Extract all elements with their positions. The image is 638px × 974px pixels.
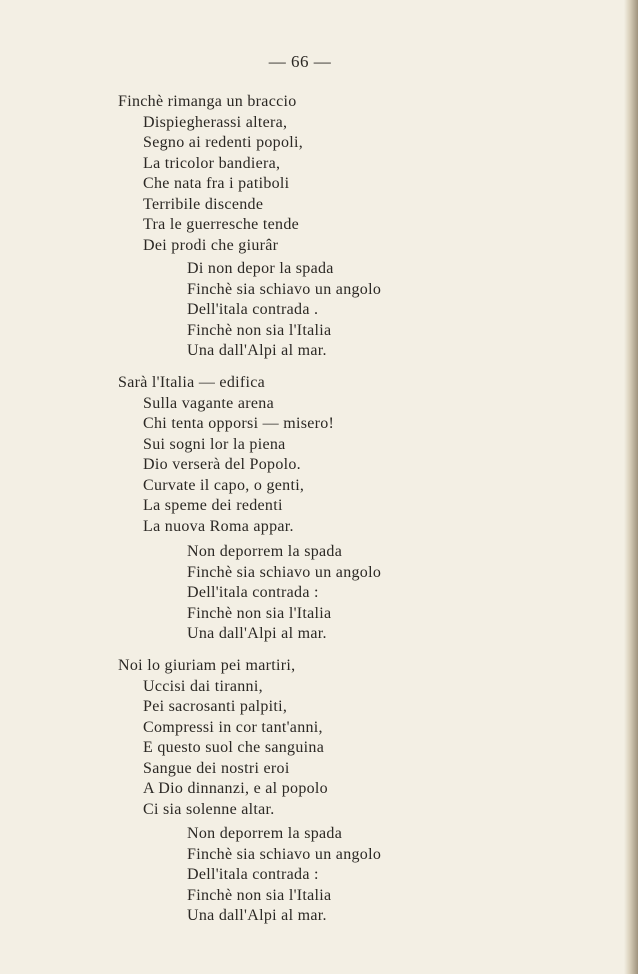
verse-line: A Dio dinnanzi, e al popolo xyxy=(143,780,328,797)
refrain-line: Finchè non sia l'Italia xyxy=(187,605,332,622)
refrain-line: Dell'itala contrada : xyxy=(187,584,319,601)
verse-line: Sui sogni lor la piena xyxy=(143,436,286,453)
page-edge-shadow xyxy=(624,0,638,974)
verse-line: Sangue dei nostri eroi xyxy=(143,760,290,777)
verse-line: Finchè rimanga un braccio xyxy=(118,93,297,110)
refrain-line: Finchè non sia l'Italia xyxy=(187,887,332,904)
refrain-line: Dell'itala contrada : xyxy=(187,866,319,883)
verse-line: E questo suol che sanguina xyxy=(143,739,325,756)
verse-line: Dio verserà del Popolo. xyxy=(143,456,301,473)
refrain-line: Una dall'Alpi al mar. xyxy=(187,907,327,924)
verse-line: Uccisi dai tiranni, xyxy=(143,678,263,695)
page-number: — 66 — xyxy=(268,52,332,71)
verse-line: Sarà l'Italia — edifica xyxy=(118,374,266,391)
refrain-line: Di non depor la spada xyxy=(187,260,334,277)
verse-line: Tra le guerresche tende xyxy=(143,216,300,233)
verse-line: Pei sacrosanti palpiti, xyxy=(143,698,288,715)
refrain-line: Finchè sia schiavo un angolo xyxy=(187,281,382,298)
refrain-line: Finchè sia schiavo un angolo xyxy=(187,846,382,863)
verse-line: Sulla vagante arena xyxy=(143,395,274,412)
verse-line: Noi lo giuriam pei martiri, xyxy=(118,657,296,674)
verse-line: La nuova Roma appar. xyxy=(143,518,294,535)
verse-line: Dispiegherassi altera, xyxy=(143,114,288,131)
verse-line: Dei prodi che giurâr xyxy=(143,237,279,254)
refrain-line: Dell'itala contrada . xyxy=(187,301,319,318)
refrain-line: Non deporrem la spada xyxy=(187,543,343,560)
verse-line: La tricolor bandiera, xyxy=(143,155,281,172)
refrain-line: Non deporrem la spada xyxy=(187,825,343,842)
refrain-line: Una dall'Alpi al mar. xyxy=(187,342,327,359)
verse-line: Segno ai redenti popoli, xyxy=(143,134,304,151)
verse-line: Chi tenta opporsi — misero! xyxy=(143,415,335,432)
verse-line: Ci sia solenne altar. xyxy=(143,801,275,818)
verse-line: La speme dei redenti xyxy=(143,497,283,514)
refrain-line: Finchè non sia l'Italia xyxy=(187,322,332,339)
verse-line: Curvate il capo, o genti, xyxy=(143,477,305,494)
verse-line: Terribile discende xyxy=(143,196,264,213)
verse-line: Che nata fra i patiboli xyxy=(143,175,290,192)
refrain-line: Finchè sia schiavo un angolo xyxy=(187,564,382,581)
verse-line: Compressi in cor tant'anni, xyxy=(143,719,323,736)
refrain-line: Una dall'Alpi al mar. xyxy=(187,625,327,642)
